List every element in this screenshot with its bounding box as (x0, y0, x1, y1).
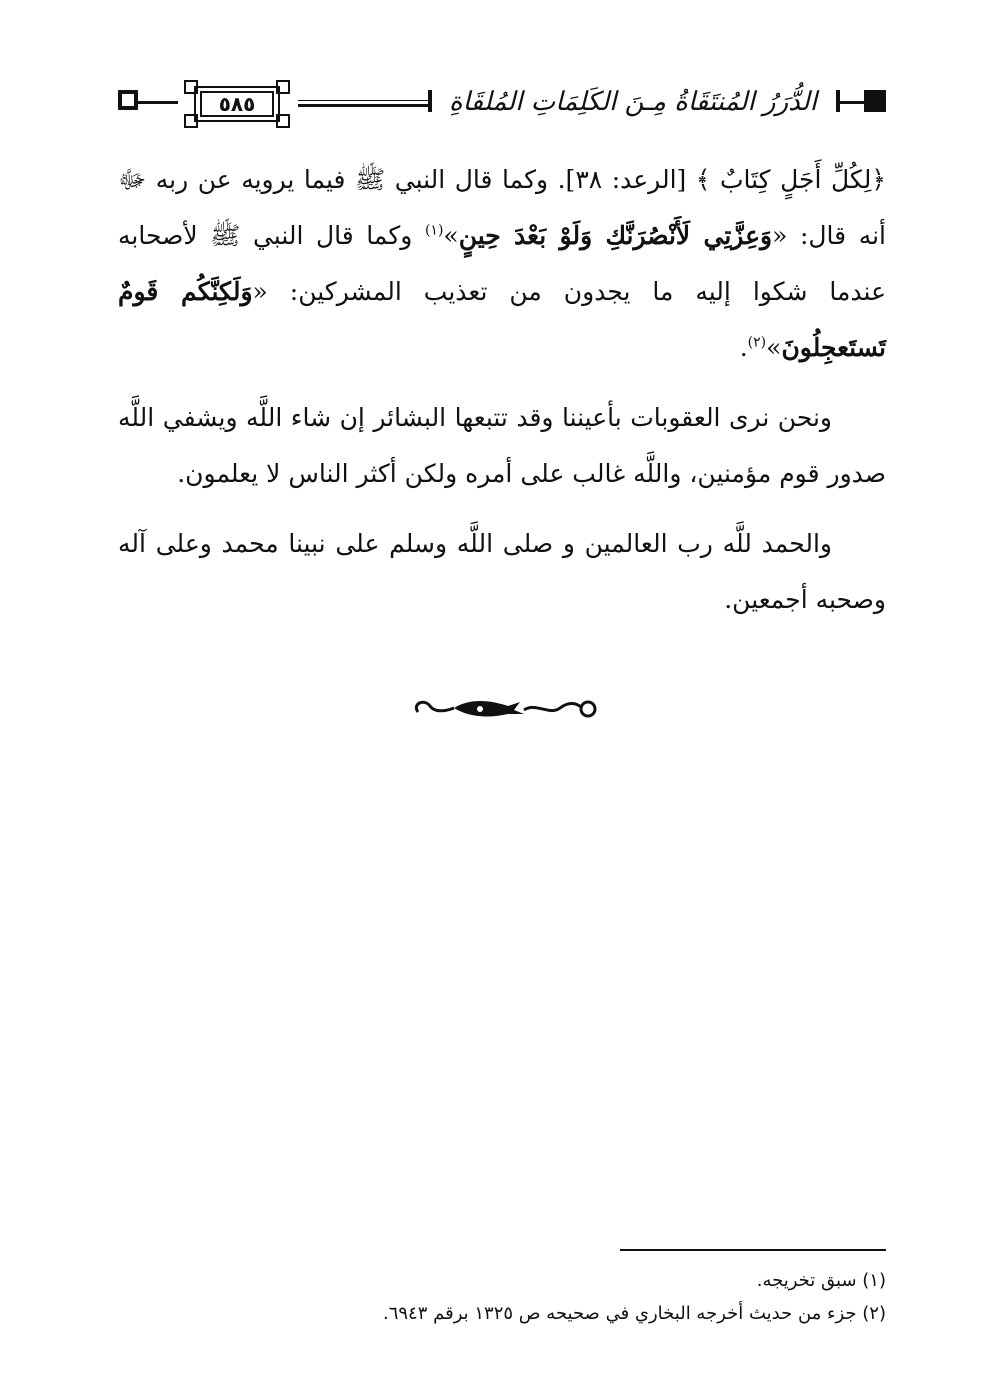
footnote-separator (620, 1249, 886, 1251)
text-segment: وكما قال النبي ﷺ لأصحابه عندما شكوا إليه ما يجدون من تعذيب المشركين: « (118, 221, 886, 306)
page-header (118, 74, 886, 134)
header-bar-left (428, 90, 432, 112)
footnote-ref-1[interactable]: (١) (424, 222, 444, 239)
header-rule-middle-thin (298, 100, 428, 101)
page-number-frame (176, 78, 298, 130)
footnote-2: (٢) جزء من حديث أخرجه البخاري في صحيحه ص ١٣٢٥ برقم ٦٩٤٣. (382, 1303, 886, 1324)
book-title: الدُّرَرُ المُنتَقَاةُ مِـنَ الكَلِمَاتِ المُلقَاةِ (446, 82, 820, 122)
header-rule-middle (298, 104, 428, 107)
header-square-right (864, 90, 886, 112)
footnotes (118, 1264, 886, 1330)
hadith-quote: وَعِزَّتِي لَأَنْصُرَنَّكِ وَلَوْ بَعْدَ حِينٍ (458, 221, 773, 250)
text-segment: . (739, 333, 748, 362)
page-content (118, 152, 886, 642)
footnote-ref-2[interactable]: (٢) (747, 334, 767, 351)
header-rule-left (138, 101, 178, 104)
text-segment: » (443, 221, 459, 250)
text-segment: ﴿لِكُلِّ أَجَلٍ كِتَابٌ ﴾ [الرعد: ٣٨]. وكما قال النبي ﷺ فيما يرويه عن ربه ﷻ أنه قال: « (118, 165, 886, 250)
text-segment: » (766, 333, 782, 362)
footnote-1: (١) سبق تخريجه. (756, 1270, 886, 1291)
header-square-left (118, 90, 138, 110)
page-number: ٥٨٥ (200, 91, 274, 117)
paragraph-1 (118, 152, 886, 376)
paragraph-2: ونحن نرى العقوبات بأعيننا وقد تتبعها البشائر إن شاء اللَّه ويشفي اللَّه صدور قوم مؤمنين، واللَّه غالب على أمره ولكن أكثر الناس لا يعلمون. (118, 403, 886, 488)
paragraph-3: والحمد للَّه رب العالمين و صلى اللَّه وسلم على نبينا محمد وعلى آله وصحبه أجمعين. (118, 529, 886, 614)
header-rule-right (840, 101, 866, 104)
ornament-icon (410, 692, 600, 726)
hadith-quote: وَلَكِنَّكُم قَومٌ تَستَعجِلُونَ (118, 277, 886, 362)
